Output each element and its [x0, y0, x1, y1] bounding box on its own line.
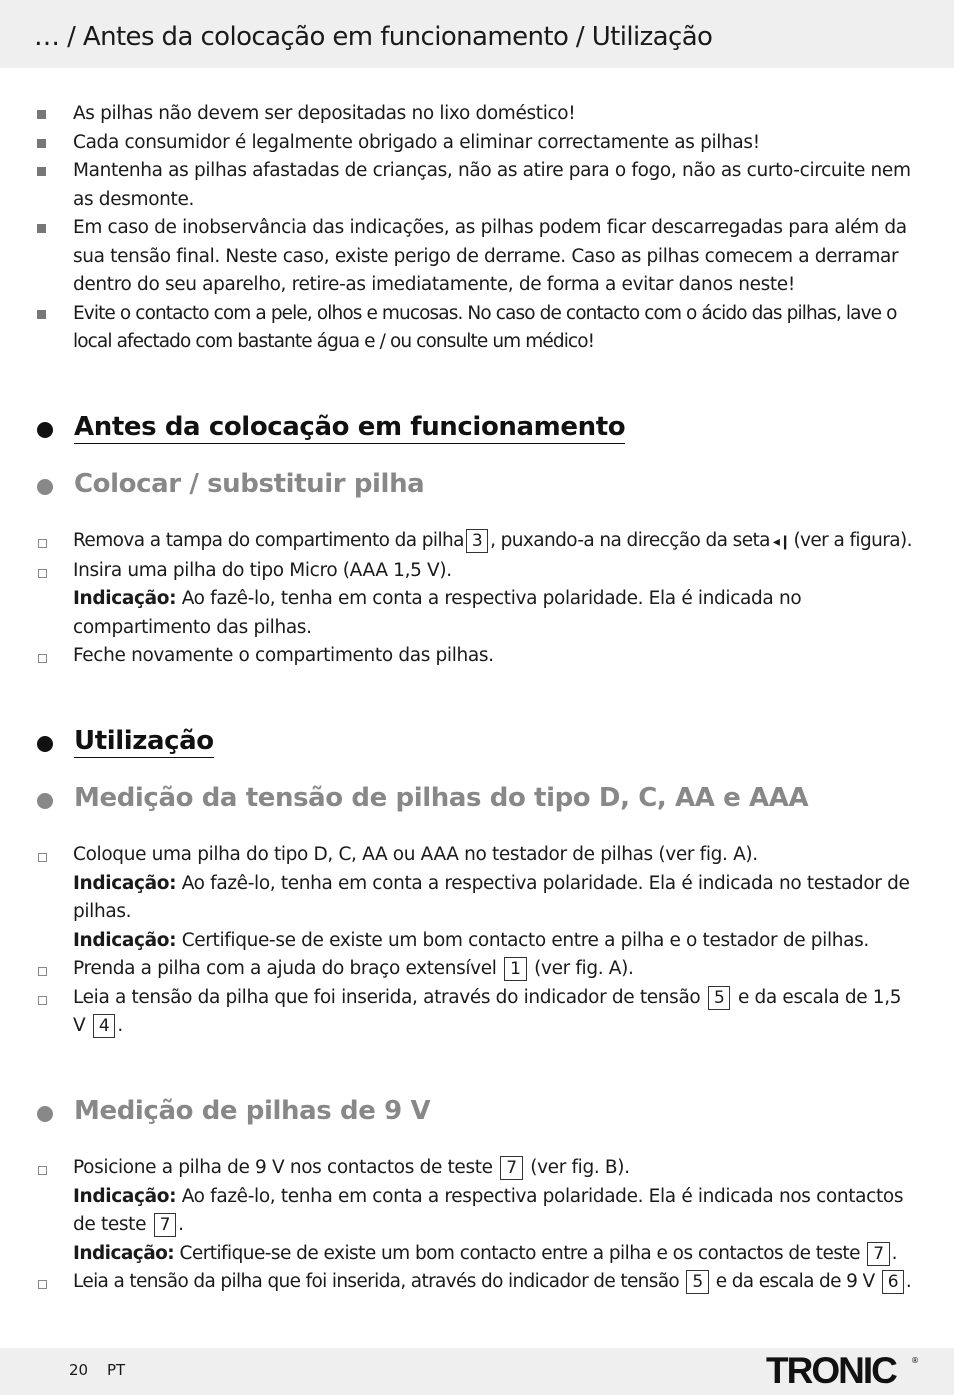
- checkbox-bullet-icon: [38, 539, 47, 548]
- checkbox-bullet-icon: [38, 853, 47, 862]
- list-item: Leia a tensão da pilha que foi inserida, através do indicador de tensão 5 e da escala de 9 V 6 .: [0, 1268, 918, 1297]
- subsection-title: Colocar / substituir pilha: [74, 469, 425, 499]
- part-ref: 5: [708, 986, 730, 1010]
- list-item: Evite o contacto com a pele, olhos e mucosas. No caso de contacto com o ácido das pilhas, lave o local afectado com bastante água e / ou consulte um médico!: [0, 300, 918, 357]
- heading-dot-icon: [37, 736, 53, 752]
- note-paragraph: Indicação: Ao fazê-lo, tenha em conta a respectiva polaridade. Ela é indicada no compartimento das pilhas.: [73, 588, 802, 638]
- part-ref: 4: [93, 1014, 115, 1038]
- note-paragraph: Indicação: Certifique-se de existe um bom contacto entre a pilha e os contactos de teste 7 .: [73, 1242, 897, 1264]
- square-bullet-icon: [37, 167, 46, 176]
- list-item: Coloque uma pilha do tipo D, C, AA ou AAA no testador de pilhas (ver fig. A).: [0, 841, 918, 870]
- heading-dot-icon: [37, 479, 53, 495]
- part-ref: 3: [466, 529, 488, 553]
- note-paragraph: Indicação: Ao fazê-lo, tenha em conta a respectiva polaridade. Ela é indicada no testador de pilhas.: [73, 872, 910, 922]
- brand-logo: TRONIC: [766, 1350, 896, 1391]
- language-code: PT: [107, 1361, 126, 1379]
- square-bullet-icon: [37, 110, 46, 119]
- part-ref: 7: [500, 1156, 522, 1180]
- list-item: Prenda a pilha com a ajuda do braço extensível 1 (ver fig. A).: [0, 955, 918, 984]
- heading-dot-icon: [37, 1106, 53, 1122]
- part-ref: 7: [154, 1213, 176, 1237]
- checkbox-bullet-icon: [38, 654, 47, 663]
- list-item: As pilhas não devem ser depositadas no lixo doméstico!: [0, 100, 918, 129]
- 9v-steps-list: [0, 1154, 918, 1297]
- heading-dot-icon: [37, 793, 53, 809]
- page-header: [0, 0, 954, 68]
- checkbox-bullet-icon: [38, 1166, 47, 1175]
- header-title: … / Antes da colocação em funcionamento / Utilização: [34, 22, 713, 52]
- dcaa-steps-list: [0, 841, 918, 1041]
- part-ref: 5: [686, 1270, 708, 1294]
- subsection-title: Medição de pilhas de 9 V: [74, 1096, 431, 1126]
- section-title: Antes da colocação em funcionamento: [74, 412, 626, 442]
- part-ref: 7: [867, 1242, 889, 1266]
- part-ref: 1: [504, 957, 526, 981]
- page-number: 20: [69, 1361, 89, 1379]
- part-ref: 6: [882, 1270, 904, 1294]
- checkbox-bullet-icon: [38, 967, 47, 976]
- checkbox-bullet-icon: [38, 569, 47, 578]
- list-item: Feche novamente o compartimento das pilhas.: [0, 642, 918, 671]
- battery-steps-list: [0, 527, 918, 671]
- list-item: Cada consumidor é legalmente obrigado a eliminar correctamente as pilhas!: [0, 129, 918, 158]
- checkbox-bullet-icon: [38, 996, 47, 1005]
- battery-safety-list: [0, 100, 918, 357]
- arrow-left-icon: ◂❙: [772, 534, 791, 550]
- subsection-title: Medição da tensão de pilhas do tipo D, C, AA e AAA: [74, 783, 809, 813]
- note-paragraph: Indicação: Ao fazê-lo, tenha em conta a respectiva polaridade. Ela é indicada nos contactos de teste 7 .: [73, 1185, 904, 1235]
- list-item: Em caso de inobservância das indicações, as pilhas podem ficar descarregadas para além da sua tensão final. Neste caso, existe perigo de derrame. Caso as pilhas comecem a derramar dentro do seu aparelho, retire-as imediatamente, de forma a evitar danos neste!: [0, 214, 918, 300]
- square-bullet-icon: [37, 224, 46, 233]
- page-footer: [0, 1348, 954, 1395]
- square-bullet-icon: [37, 310, 46, 319]
- heading-dot-icon: [37, 422, 53, 438]
- list-item: Leia a tensão da pilha que foi inserida, através do indicador de tensão 5 e da escala de 1,5 V 4 .: [0, 984, 918, 1041]
- square-bullet-icon: [37, 139, 46, 148]
- section-title: Utilização: [74, 726, 214, 756]
- note-paragraph: Indicação: Certifique-se de existe um bom contacto entre a pilha e o testador de pilhas.: [73, 929, 869, 951]
- list-item: Remova a tampa do compartimento da pilha 3 , puxando-a na direcção da seta ◂❙ (ver a figura).: [0, 527, 918, 557]
- registered-mark: ®: [911, 1356, 919, 1365]
- list-item: Insira uma pilha do tipo Micro (AAA 1,5 V).: [0, 557, 918, 586]
- list-item: Mantenha as pilhas afastadas de crianças, não as atire para o fogo, não as curto-circuite nem as desmonte.: [0, 157, 918, 214]
- checkbox-bullet-icon: [38, 1280, 47, 1289]
- list-item: Posicione a pilha de 9 V nos contactos de teste 7 (ver fig. B).: [0, 1154, 918, 1183]
